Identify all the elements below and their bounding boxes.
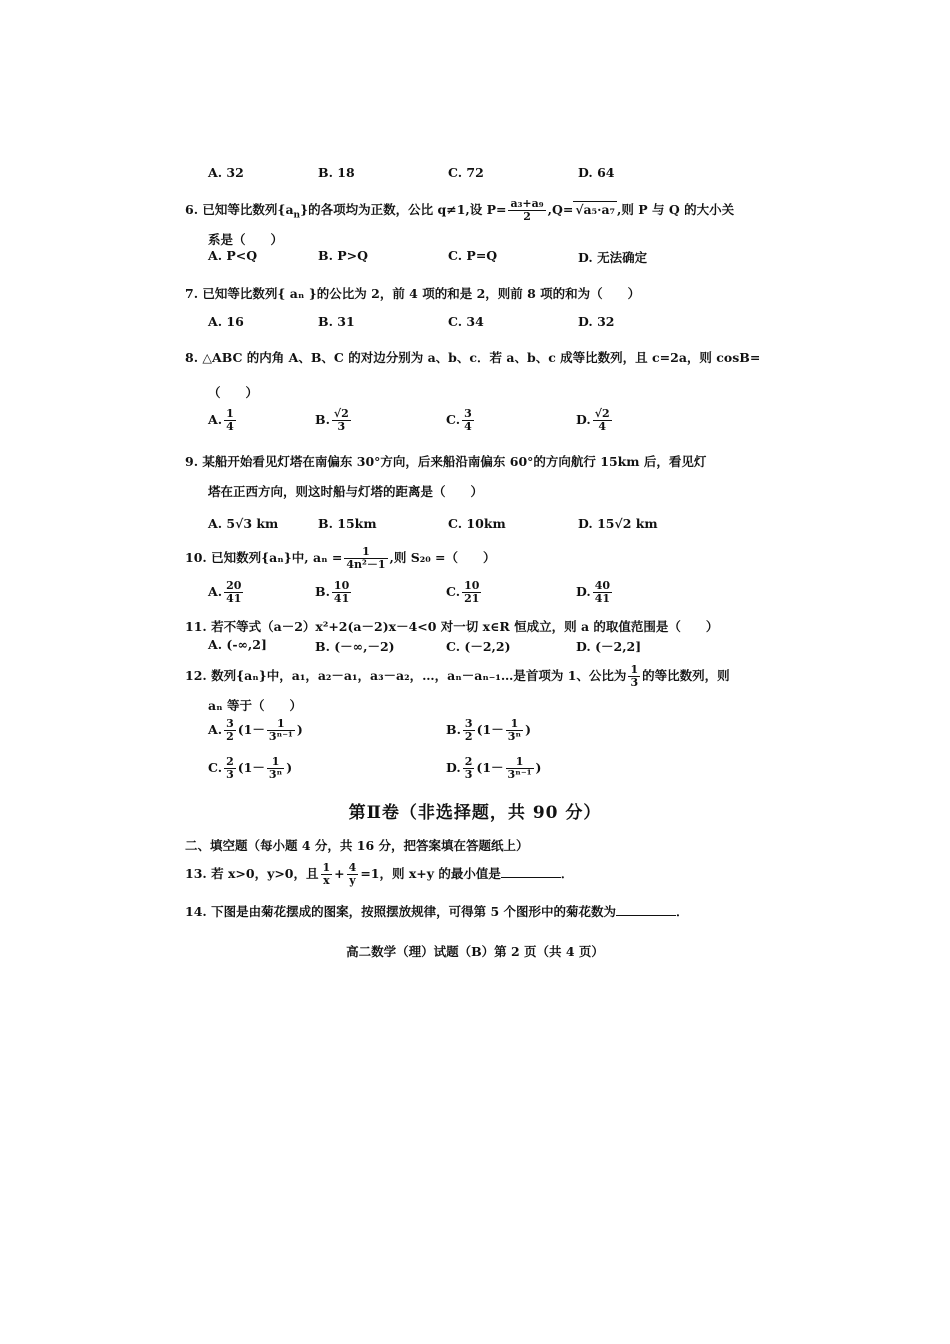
q12-option-a-paren-l: (1－ bbox=[237, 722, 265, 737]
q8-option-d bbox=[576, 408, 614, 433]
q12-option-b-den: 2 bbox=[464, 730, 473, 743]
q5-option-d: D. 64 bbox=[578, 165, 615, 180]
q12-fraction bbox=[628, 664, 640, 689]
q12-option-c-num: 2 bbox=[226, 755, 234, 768]
q10-option-d-frac bbox=[593, 580, 612, 605]
q12-option-d-inner-frac bbox=[506, 756, 534, 781]
q14-stem bbox=[185, 902, 689, 920]
q8-option-c-label: C. bbox=[446, 412, 461, 427]
q10-option-c bbox=[446, 580, 483, 605]
q8-option-a-label: A. bbox=[208, 412, 223, 427]
q12-option-a-paren-r: ) bbox=[296, 722, 303, 737]
q9-option-c: C. 10km bbox=[448, 516, 506, 531]
q6-option-d: D. 无法确定 bbox=[578, 250, 648, 265]
q11-option-b: B. (－∞,－2) bbox=[315, 639, 395, 654]
q12-option-a-inner-den: 3ⁿ⁻¹ bbox=[268, 730, 293, 743]
q6-stem bbox=[185, 198, 734, 223]
q8-option-a bbox=[208, 408, 238, 433]
q6-option-c: C. P=Q bbox=[448, 248, 498, 263]
q13-frac-2-den: y bbox=[349, 874, 356, 887]
q8-option-b-den: 3 bbox=[337, 420, 346, 433]
q10-option-d-num: 40 bbox=[594, 579, 611, 592]
q7-option-d: D. 32 bbox=[578, 314, 615, 329]
q9-options bbox=[208, 516, 728, 546]
q12-option-a-inner-frac bbox=[267, 718, 295, 743]
q11-option-c: C. (－2,2) bbox=[446, 639, 511, 654]
q8-option-a-frac bbox=[224, 408, 236, 433]
q8-option-c-frac bbox=[462, 408, 474, 433]
q8-options bbox=[208, 408, 728, 444]
q13-text-b: =1，则 x+y 的最小值是 bbox=[360, 866, 501, 881]
q6-frac-den: 2 bbox=[523, 210, 531, 223]
q13-frac-1-den: x bbox=[323, 874, 330, 887]
q8-option-c-den: 4 bbox=[464, 420, 472, 433]
q12-option-c-den: 3 bbox=[226, 768, 234, 781]
q11-stem: 11. 若不等式（a－2）x²+2(a－2)x－4<0 对一切 x∈R 恒成立，则 a 的取值范围是（ ） bbox=[185, 619, 719, 634]
q13-frac-1 bbox=[321, 862, 333, 887]
q12-option-a-inner-num: 1 bbox=[267, 718, 295, 731]
q12-option-a-den: 2 bbox=[226, 730, 234, 743]
q10-option-d-den: 41 bbox=[594, 592, 611, 605]
q10-option-b-num: 10 bbox=[333, 579, 350, 592]
q12-option-b-label: B. bbox=[446, 722, 461, 737]
q8-option-b-label: B. bbox=[315, 412, 330, 427]
q14-text-a: 14. 下图是由菊花摆成的图案，按照摆放规律，可得第 5 个图形中的菊花数为 bbox=[185, 904, 617, 919]
q12-option-d-paren-r: ) bbox=[535, 760, 542, 775]
q7-options bbox=[208, 314, 728, 344]
q6-text-e: ,则 P 与 Q 的大小关 bbox=[617, 202, 735, 217]
q12-stem bbox=[185, 664, 730, 689]
q12-text-b: 的等比数列，则 bbox=[642, 668, 730, 683]
q14-text-b: ． bbox=[676, 904, 689, 919]
q10-option-c-den: 21 bbox=[464, 592, 480, 605]
q6-options bbox=[208, 248, 728, 278]
q12-option-d bbox=[446, 756, 541, 781]
q12-option-a-frac bbox=[224, 718, 236, 743]
q12-option-b bbox=[446, 718, 531, 743]
q6-option-b: B. P>Q bbox=[318, 248, 369, 263]
q10-option-b-label: B. bbox=[315, 584, 330, 599]
q12-option-d-inner-den: 3ⁿ⁻¹ bbox=[507, 768, 532, 781]
q10-frac-num: 1 bbox=[344, 546, 387, 559]
q10-option-d-label: D. bbox=[576, 584, 591, 599]
q13-text-c: ． bbox=[560, 866, 574, 881]
q12-option-d-den: 3 bbox=[464, 768, 473, 781]
q12-option-a bbox=[208, 718, 303, 743]
q12-option-d-inner-num: 1 bbox=[506, 756, 534, 769]
q13-frac-1-num: 1 bbox=[322, 861, 331, 874]
q11-option-d: D. (－2,2] bbox=[576, 639, 642, 654]
q9-option-b: B. 15km bbox=[318, 516, 377, 531]
fill-blank-heading: 二、填空题（每小题 4 分，共 16 分，把答案填在答题纸上） bbox=[185, 838, 529, 853]
q8-option-c-num: 3 bbox=[464, 407, 472, 420]
q14-answer-blank[interactable] bbox=[616, 903, 676, 916]
q10-option-c-frac bbox=[462, 580, 481, 605]
q5-option-c: C. 72 bbox=[448, 165, 484, 180]
q10-option-a-den: 41 bbox=[226, 592, 242, 605]
q6-text-a: 6. 已知等比数列{a bbox=[185, 202, 294, 217]
q12-option-b-inner-frac bbox=[506, 718, 523, 743]
q9-option-d: D. 15√2 km bbox=[578, 516, 658, 531]
q8-option-b bbox=[315, 408, 353, 433]
q8-option-b-frac bbox=[332, 408, 351, 433]
q6-fraction bbox=[508, 198, 545, 223]
q12-text-a: 12. 数列{aₙ}中，a₁，a₂－a₁，a₃－a₂，…，aₙ－aₙ₋₁…是首项为 1、公比为 bbox=[185, 668, 627, 683]
q6-sqrt-text: a₅·a₇ bbox=[583, 202, 616, 217]
q7-option-a: A. 16 bbox=[208, 314, 244, 329]
q8-option-d-den: 4 bbox=[598, 420, 607, 433]
q10-option-a-num: 20 bbox=[226, 579, 242, 592]
q10-option-b bbox=[315, 580, 353, 605]
q12-options-row2 bbox=[208, 756, 728, 788]
q11-option-a: A. (-∞,2] bbox=[208, 637, 267, 652]
q12-option-b-paren-r: ) bbox=[525, 722, 531, 737]
q8-stem: 8. △ABC 的内角 A、B、C 的对边分别为 a、b、c．若 a、b、c 成等比数列，且 c=2a，则 cosB= bbox=[185, 350, 761, 365]
q12-option-b-frac bbox=[463, 718, 475, 743]
q12-option-b-num: 3 bbox=[464, 717, 473, 730]
q12-option-a-num: 3 bbox=[226, 717, 234, 730]
section-title: 第Ⅱ卷（非选择题，共 90 分） bbox=[348, 803, 602, 823]
q12-option-d-num: 2 bbox=[464, 755, 473, 768]
q8-option-d-num: √2 bbox=[594, 407, 610, 420]
q12-option-d-label: D. bbox=[446, 760, 461, 775]
q8-option-d-label: D. bbox=[576, 412, 591, 427]
q13-stem bbox=[185, 862, 573, 887]
q7-option-c: C. 34 bbox=[448, 314, 484, 329]
q12-option-c-frac bbox=[224, 756, 236, 781]
q13-frac-2-num: 4 bbox=[348, 861, 357, 874]
q6-frac-num: a₃+a₉ bbox=[510, 197, 544, 210]
q12-option-c-inner-num: 1 bbox=[267, 756, 284, 769]
q9-option-a: A. 5√3 km bbox=[208, 516, 279, 531]
q8-option-d-frac bbox=[593, 408, 612, 433]
q9-line2: 塔在正西方向，则这时船与灯塔的距离是（ ） bbox=[208, 484, 484, 499]
q5-option-b: B. 18 bbox=[318, 165, 355, 180]
q10-option-c-label: C. bbox=[446, 584, 461, 599]
q12-option-b-inner-num: 1 bbox=[506, 718, 523, 731]
q11-options bbox=[208, 637, 728, 667]
q12-option-c-label: C. bbox=[208, 760, 223, 775]
q5-option-a: A. 32 bbox=[208, 165, 244, 180]
q10-fraction bbox=[344, 546, 387, 571]
q12-frac-num: 1 bbox=[630, 663, 639, 676]
q9-stem: 9. 某船开始看见灯塔在南偏东 30°方向，后来船沿南偏东 60°的方向航行 15km 后，看见灯 bbox=[185, 454, 707, 469]
q12-option-d-frac bbox=[463, 756, 475, 781]
q10-text-b: ,则 S₂₀ =（ ） bbox=[389, 550, 496, 565]
q10-option-b-den: 41 bbox=[333, 592, 350, 605]
q12-option-b-inner-den: 3ⁿ bbox=[507, 730, 522, 743]
q6-sqrt: √a₅·a₇ bbox=[575, 202, 616, 217]
q8-option-b-num: √2 bbox=[333, 407, 349, 420]
q6-line2: 系是（ ） bbox=[208, 232, 284, 247]
q10-text-a: 10. 已知数列{aₙ}中, aₙ = bbox=[185, 550, 343, 565]
q12-frac-den: 3 bbox=[630, 676, 639, 689]
q12-options-row1 bbox=[208, 718, 728, 750]
q13-text-a: 13. 若 x>0，y>0，且 bbox=[185, 866, 319, 881]
q7-option-b: B. 31 bbox=[318, 314, 355, 329]
page-footer: 高二数学（理）试题（B）第 2 页（共 4 页） bbox=[346, 944, 604, 959]
q12-option-c-paren-r: ) bbox=[286, 760, 293, 775]
q10-stem bbox=[185, 546, 496, 571]
q12-option-c-paren-l: (1－ bbox=[237, 760, 265, 775]
q10-option-a-frac bbox=[224, 580, 243, 605]
q12-option-d-paren-l: (1－ bbox=[476, 760, 504, 775]
q12-option-c-inner-frac bbox=[267, 756, 284, 781]
q8-option-a-den: 4 bbox=[226, 420, 234, 433]
q10-frac-den: 4n²－1 bbox=[346, 558, 386, 571]
q10-option-c-num: 10 bbox=[464, 579, 480, 592]
q13-plus: + bbox=[334, 866, 345, 881]
q13-frac-2 bbox=[347, 862, 359, 887]
q6-text-c: }的各项均为正数，公比 q≠1,设 P= bbox=[300, 202, 507, 217]
q6-text-d: ,Q= bbox=[547, 202, 574, 217]
q10-option-b-frac bbox=[332, 580, 351, 605]
q8-option-c bbox=[446, 408, 476, 433]
q7-stem: 7. 已知等比数列{ aₙ }的公比为 2，前 4 项的和是 2，则前 8 项的和为（ ） bbox=[185, 286, 641, 301]
q8-option-a-num: 1 bbox=[226, 407, 234, 420]
q10-option-a bbox=[208, 580, 245, 605]
q10-option-a-label: A. bbox=[208, 584, 223, 599]
q12-option-c bbox=[208, 756, 292, 781]
q5-options bbox=[208, 165, 728, 195]
q12-option-c-inner-den: 3ⁿ bbox=[268, 768, 283, 781]
q12-option-a-label: A. bbox=[208, 722, 223, 737]
q12-line2: aₙ 等于（ ） bbox=[208, 698, 302, 713]
q6-option-a: A. P<Q bbox=[208, 248, 258, 263]
q8-line2: （ ） bbox=[208, 385, 259, 400]
q13-answer-blank[interactable] bbox=[501, 865, 561, 878]
q10-options bbox=[208, 580, 728, 614]
q6-text-b: n bbox=[293, 210, 301, 221]
q12-option-b-paren-l: (1－ bbox=[476, 722, 504, 737]
q10-option-d bbox=[576, 580, 614, 605]
